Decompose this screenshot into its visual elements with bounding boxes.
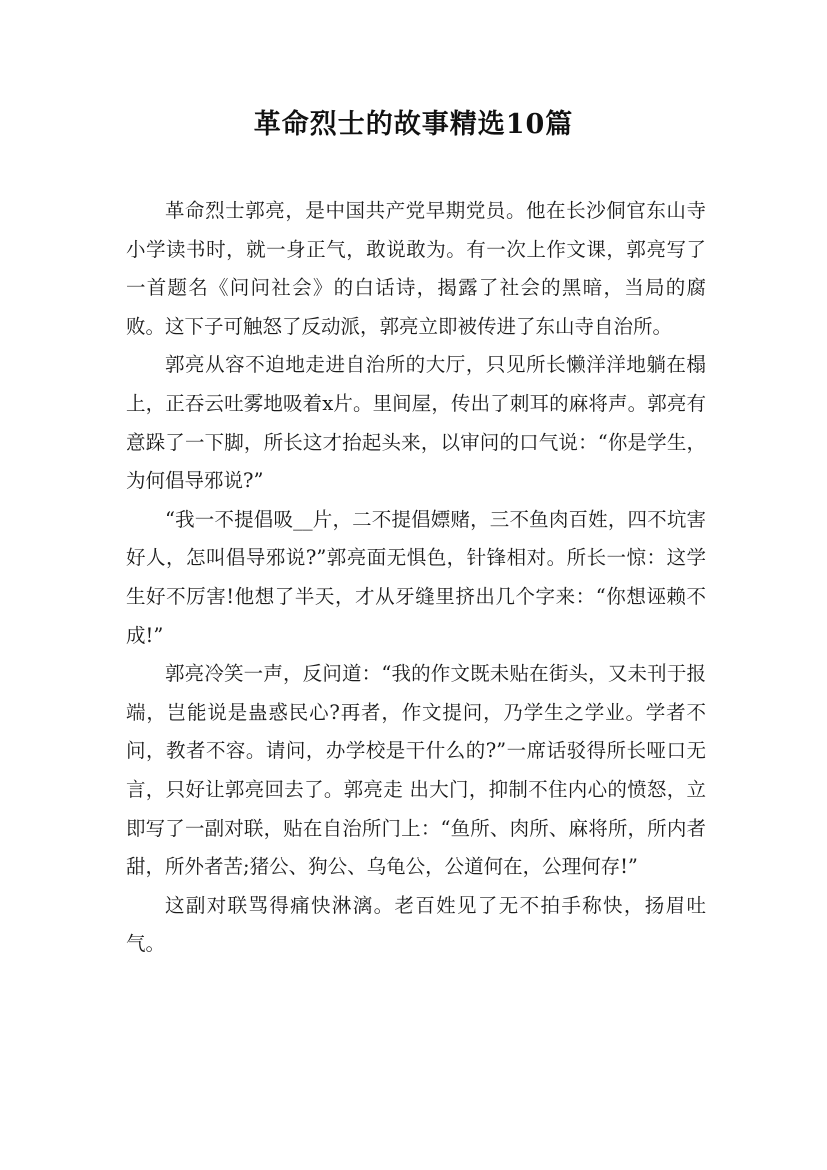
paragraph-5: 这副对联骂得痛快淋漓。老百姓见了无不拍手称快，扬眉吐气。 <box>126 893 706 956</box>
document-title: 革命烈士的故事精选10篇 <box>253 109 574 140</box>
paragraph-1: 革命烈士郭亮，是中国共产党早期党员。他在长沙侗官东山寺小学读书时，就一身正气，敢说敢为。有一次上作文课，郭亮写了一首题名《问问社会》的白话诗，揭露了社会的黑暗，当局的腐败。这下子可触怒了反动派，郭亮立即被传进了东山寺自治所。 <box>126 199 706 338</box>
paragraph-2: 郭亮从容不迫地走进自治所的大厅，只见所长懒洋洋地躺在榻上，正吞云吐雾地吸着x片。里间屋，传出了刺耳的麻将声。郭亮有意跺了一下脚，所长这才抬起头来，以审问的口气说：“你是学生，为何倡导邪说?” <box>126 353 706 493</box>
paragraph-3: “我一不提倡吸__片，二不提倡嫖赌，三不鱼肉百姓，四不坑害好人，怎叫倡导邪说?”郭亮面无惧色，针锋相对。所长一惊：这学生好不厉害!他想了半天，才从牙缝里挤出几个字来：“你想诬赖不成!” <box>126 507 706 647</box>
paragraph-4: 郭亮冷笑一声，反问道：“我的作文既未贴在街头，又未刊于报端，岂能说是蛊惑民心?再者，作文提问，乃学生之学业。学者不问，教者不容。请问，办学校是干什么的?”一席话驳得所长哑口无言，只好让郭亮回去了。郭亮走 出大门，抑制不住内心的愤怒，立即写了一副对联，贴在自治所门上：“鱼所、肉所、麻将所，所内者甜，所外者苦;猪公、狗公、乌龟公，公道何在，公理何存!” <box>126 662 706 879</box>
document-body <box>126 192 706 964</box>
